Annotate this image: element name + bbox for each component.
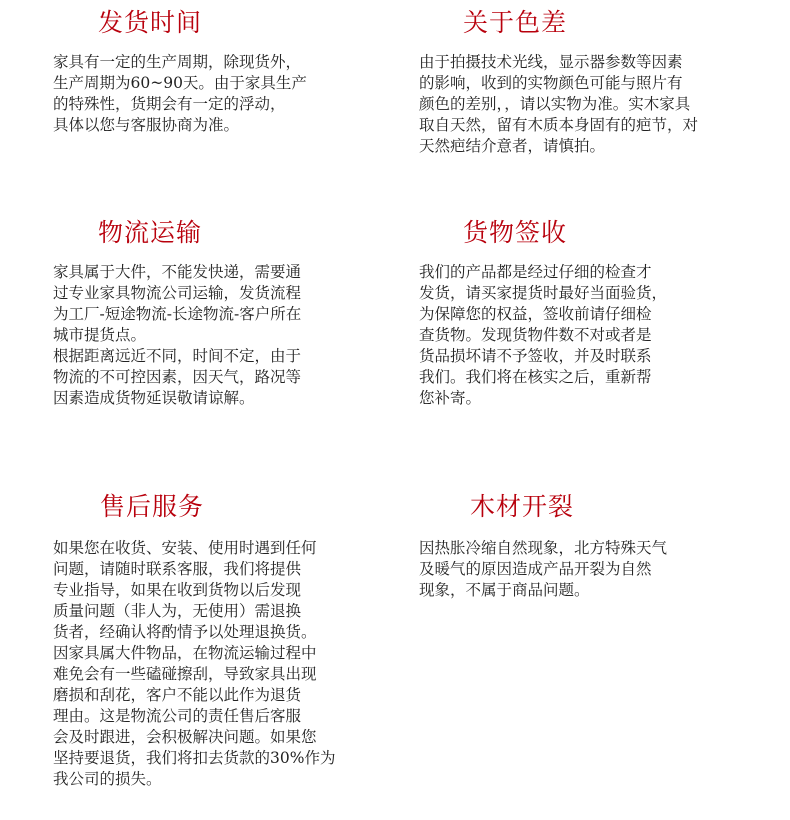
after-sales-title: 售后服务: [100, 492, 205, 521]
delivery-time-text: 家具有一定的生产周期，除现货外， 生产周期为60~90天。由于家具生产 的特殊性，货期会有一定的浮动， 具体以您与客服协商为准。: [53, 53, 307, 134]
wood-cracking-text: 因热胀冷缩自然现象，北方特殊天气 及暖气的原因造成产品开裂为自然 现象，不属于商品问题。: [419, 539, 668, 599]
color-difference-title: 关于色差: [463, 8, 568, 37]
goods-receipt-title: 货物签收: [463, 218, 568, 247]
logistics-title: 物流运输: [98, 218, 203, 247]
delivery-time-title: 发货时间: [98, 8, 203, 37]
after-sales-text: 如果您在收货、安装、使用时遇到任何 问题，请随时联系客服，我们将提供 专业指导，如果在收到货物以后发现 质量问题（非人为，无使用）需退换 货者，经确认将酌情予以处理退换货。 因家具属大件物品，在物流运输过程中 难免会有一些磕碰擦刮，导致家具出现 磨损和刮花，客户不能以此作为退货 理由。这是物流公司的责任售后客服 会及时跟进，会积极解决问题。如果您 坚持要退货，我们将扣去货款的30%作为 我公司的损失。: [53, 539, 336, 788]
color-difference-text: 由于拍摄技术光线，显示器参数等因素 的影响，收到的实物颜色可能与照片有 颜色的差别，，请以实物为准。实木家具 取自天然，留有木质本身固有的疤节，对 天然疤结介意者，请慎拍。: [419, 53, 699, 155]
wood-cracking-title: 木材开裂: [470, 492, 575, 521]
logistics-text: 家具属于大件，不能发快递，需要通 过专业家具物流公司运输，发货流程 为工厂-短途物流-长途物流-客户所在 城市提货点。 根据距离远近不同，时间不定，由于 物流的不可控因素，因天气，路况等 因素造成货物延误敬请谅解。: [53, 263, 302, 407]
goods-receipt-text: 我们的产品都是经过仔细的检查才 发货，请买家提货时最好当面验货， 为保障您的权益，签收前请仔细检 查货物。发现货物件数不对或者是 货品损坏请不予签收，并及时联系 我们。我们将在核实之后，重新帮 您补寄。: [419, 263, 668, 407]
